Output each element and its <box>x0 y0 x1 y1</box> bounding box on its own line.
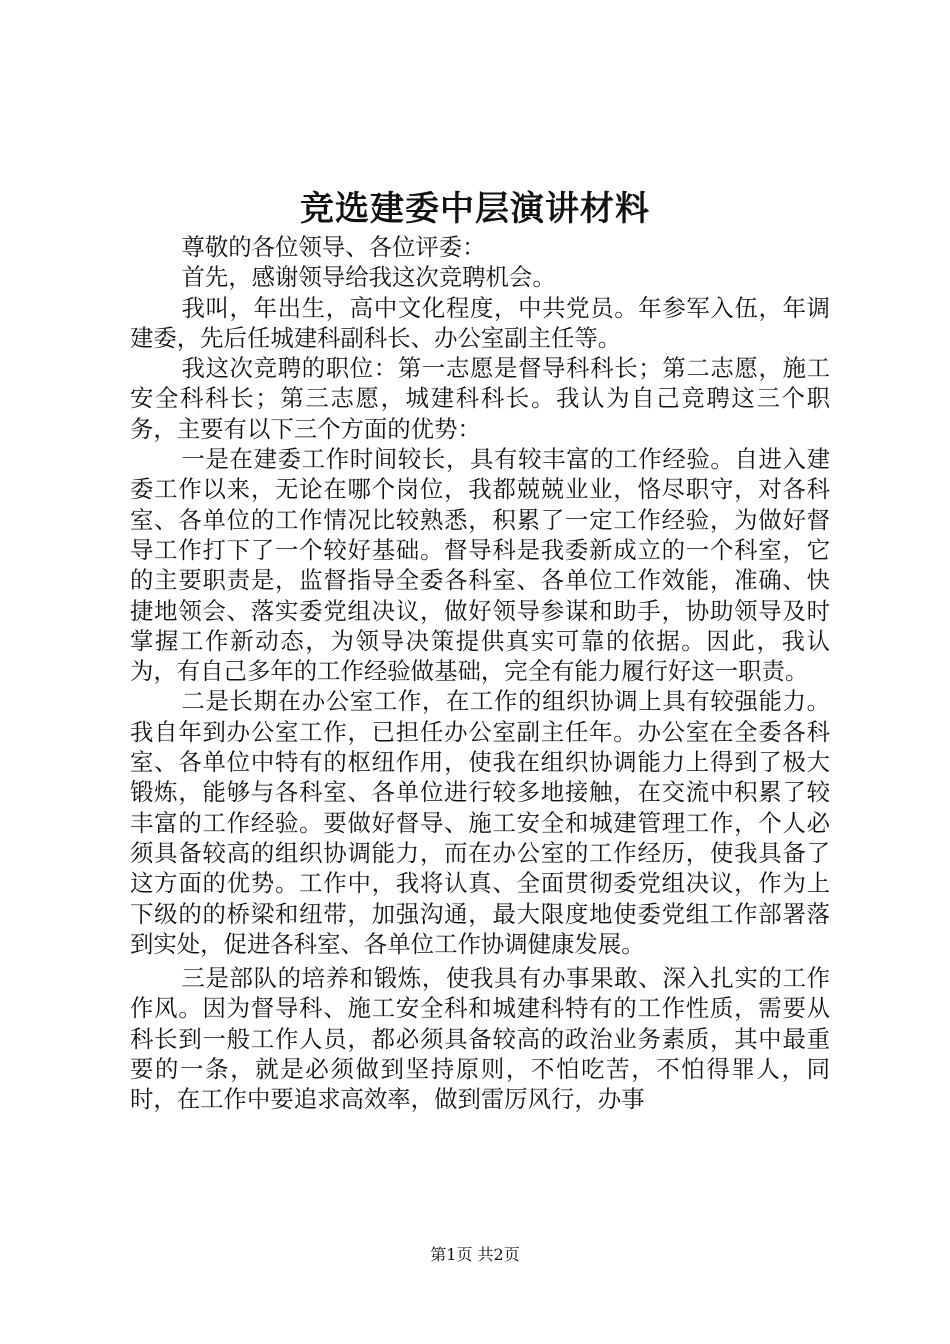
paragraph-introduction: 我叫，年出生，高中文化程度，中共党员。年参军入伍，年调建委，先后任城建科副科长、办公室副主任等。 <box>130 293 830 352</box>
paragraph-advantage-two: 二是长期在办公室工作，在工作的组织协调上具有较强能力。我自年到办公室工作，已担任办公室副主任年。办公室在全委各科室、各单位中特有的枢纽作用，使我在组织协调能力上得到了极大锻炼，能够与各科室、各单位进行较多地接触，在交流中积累了较丰富的工作经验。要做好督导、施工安全和城建管理工作，个人必须具备较高的组织协调能力，而在办公室的工作经历，使我具备了这方面的优势。工作中，我将认真、全面贯彻委党组决议，作为上下级的的桥梁和纽带，加强沟通，最大限度地使委党组工作部署落到实处，促进各科室、各单位工作协调健康发展。 <box>130 687 830 958</box>
page-number-footer: 第1页 共2页 <box>430 1245 520 1264</box>
document-title: 竞选建委中层演讲材料 <box>300 189 650 229</box>
paragraph-thanks: 首先，感谢领导给我这次竞聘机会。 <box>181 263 556 292</box>
paragraph-advantage-three: 三是部队的培养和锻炼，使我具有办事果敢、深入扎实的工作作风。因为督导科、施工安全科和城建科特有的工作性质，需要从科长到一般工作人员，都必须具备较高的政治业务素质，其中最重要的一条，就是必须做到坚持原则，不怕吃苦，不怕得罪人，同时，在工作中要追求高效率，做到雷厉风行，办事 <box>130 964 830 1114</box>
paragraph-salutation: 尊敬的各位领导、各位评委： <box>181 233 486 261</box>
paragraph-positions: 我这次竞聘的职位：第一志愿是督导科科长；第二志愿，施工安全科科长；第三志愿，城建科科长。我认为自己竞聘这三个职务，主要有以下三个方面的优势： <box>130 354 830 443</box>
document-body <box>130 232 830 1115</box>
paragraph-advantage-one: 一是在建委工作时间较长，具有较丰富的工作经验。自进入建委工作以来，无论在哪个岗位，我都兢兢业业，恪尽职守，对各科室、各单位的工作情况比较熟悉，积累了一定工作经验，为做好督导工作打下了一个较好基础。督导科是我委新成立的一个科室，它的主要职责是，监督指导全委各科室、各单位工作效能，准确、快捷地领会、落实委党组决议，做好领导参谋和助手，协助领导及时掌握工作新动态，为领导决策提供真实可靠的依据。因此，我认为，有自己多年的工作经验做基础，完全有能力履行好这一职责。 <box>130 445 830 686</box>
